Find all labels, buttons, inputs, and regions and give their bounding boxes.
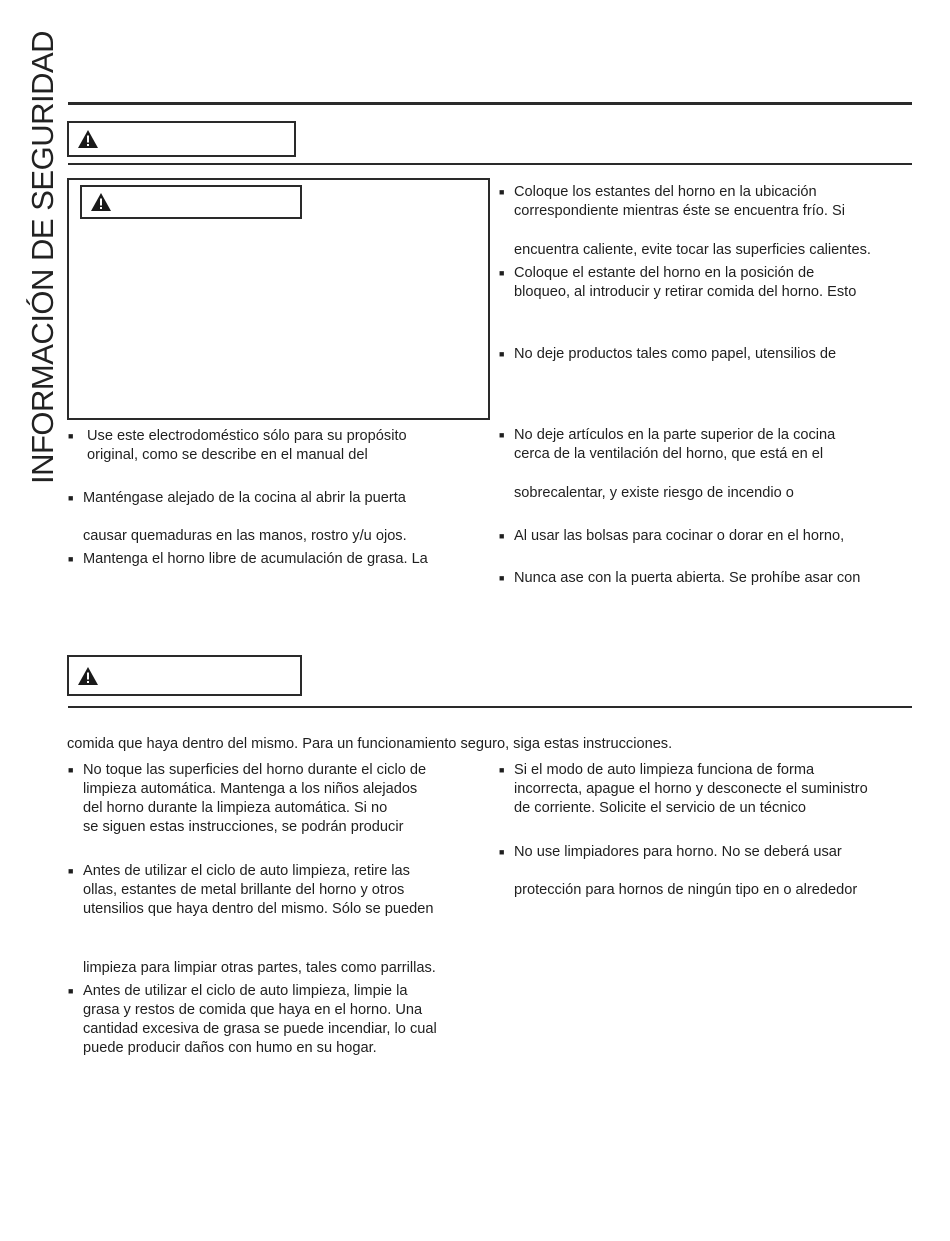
square-bullet-icon: ■ bbox=[68, 765, 74, 775]
list-item-line: sobrecalentar, y existe riesgo de incendio o bbox=[514, 485, 794, 501]
square-bullet-icon: ■ bbox=[68, 493, 74, 503]
list-item-line: Si el modo de auto limpieza funciona de forma bbox=[514, 762, 815, 778]
list-item-line: No use limpiadores para horno. No se deberá usar bbox=[514, 844, 842, 860]
list-item-line: incorrecta, apague el horno y desconecte el suministro bbox=[514, 781, 868, 797]
square-bullet-icon: ■ bbox=[68, 986, 74, 996]
list-item-line: grasa y restos de comida que haya en el horno. Una bbox=[83, 1002, 423, 1018]
square-bullet-icon: ■ bbox=[68, 554, 74, 564]
list-item-line: se siguen estas instrucciones, se podrán producir bbox=[83, 819, 404, 835]
list-item-line: bloqueo, al introducir y retirar comida del horno. Esto bbox=[514, 284, 857, 300]
section2-warning-box bbox=[67, 655, 302, 696]
list-item-line: Al usar las bolsas para cocinar o dorar en el horno, bbox=[514, 528, 845, 544]
list-item-line: Nunca ase con la puerta abierta. Se prohíbe asar con bbox=[514, 570, 861, 586]
square-bullet-icon: ■ bbox=[499, 349, 505, 359]
section2-intro: comida que haya dentro del mismo. Para un funcionamiento seguro, siga estas instrucciones. bbox=[67, 736, 673, 752]
list-item-line: correspondiente mientras éste se encuentra frío. Si bbox=[514, 203, 845, 219]
list-item-line: Manténgase alejado de la cocina al abrir la puerta bbox=[83, 490, 406, 506]
list-item-line: ollas, estantes de metal brillante del horno y otros bbox=[83, 882, 405, 898]
sidebar-title bbox=[0, 0, 60, 500]
list-item-line: encuentra caliente, evite tocar las superficies calientes. bbox=[514, 242, 871, 258]
list-item-line: causar quemaduras en las manos, rostro y/u ojos. bbox=[83, 528, 407, 544]
list-item-line: cantidad excesiva de grasa se puede incendiar, lo cual bbox=[83, 1021, 437, 1037]
list-item-line: No toque las superficies del horno durante el ciclo de bbox=[83, 762, 427, 778]
square-bullet-icon: ■ bbox=[499, 187, 505, 197]
square-bullet-icon: ■ bbox=[499, 573, 505, 583]
warning-triangle-icon bbox=[77, 129, 99, 149]
list-item-line: No deje productos tales como papel, utensilios de bbox=[514, 346, 837, 362]
list-item-line: Antes de utilizar el ciclo de auto limpieza, retire las bbox=[83, 863, 410, 879]
list-item-line: protección para hornos de ningún tipo en o alrededor bbox=[514, 882, 858, 898]
list-item-line: cerca de la ventilación del horno, que está en el bbox=[514, 446, 824, 462]
list-item-line: No deje artículos en la parte superior de la cocina bbox=[514, 427, 836, 443]
square-bullet-icon: ■ bbox=[499, 765, 505, 775]
square-bullet-icon: ■ bbox=[499, 430, 505, 440]
list-item-line: de corriente. Solicite el servicio de un técnico bbox=[514, 800, 807, 816]
sidebar-title-text: INFORMACIÓN DE SEGURIDAD bbox=[25, 30, 60, 484]
square-bullet-icon: ■ bbox=[499, 531, 505, 541]
list-item-line: puede producir daños con humo en su hogar. bbox=[83, 1040, 377, 1056]
list-item-line: limpieza para limpiar otras partes, tales como parrillas. bbox=[83, 960, 436, 976]
list-item-line: del horno durante la limpieza automática. Si no bbox=[83, 800, 388, 816]
square-bullet-icon: ■ bbox=[499, 268, 505, 278]
section2-header-rule bbox=[68, 706, 912, 708]
warning-triangle-icon bbox=[77, 666, 99, 686]
square-bullet-icon: ■ bbox=[68, 431, 74, 441]
section1-top-rule bbox=[68, 102, 912, 105]
list-item-line: limpieza automática. Mantenga a los niños alejados bbox=[83, 781, 418, 797]
list-item-line: Mantenga el horno libre de acumulación de grasa. La bbox=[83, 551, 428, 567]
list-item-line: Coloque los estantes del horno en la ubicación bbox=[514, 184, 817, 200]
warning-triangle-icon bbox=[90, 192, 112, 212]
square-bullet-icon: ■ bbox=[499, 847, 505, 857]
list-item-line: Antes de utilizar el ciclo de auto limpieza, limpie la bbox=[83, 983, 408, 999]
section1-header-rule bbox=[68, 163, 912, 165]
list-item-line: utensilios que haya dentro del mismo. Sólo se pueden bbox=[83, 901, 434, 917]
section1-warning-box bbox=[67, 121, 296, 157]
list-item-line: original, como se describe en el manual del bbox=[87, 447, 368, 463]
list-item-line: Use este electrodoméstico sólo para su propósito bbox=[87, 428, 407, 444]
warning-panel-header bbox=[80, 185, 302, 219]
list-item-line: Coloque el estante del horno en la posición de bbox=[514, 265, 815, 281]
square-bullet-icon: ■ bbox=[68, 866, 74, 876]
